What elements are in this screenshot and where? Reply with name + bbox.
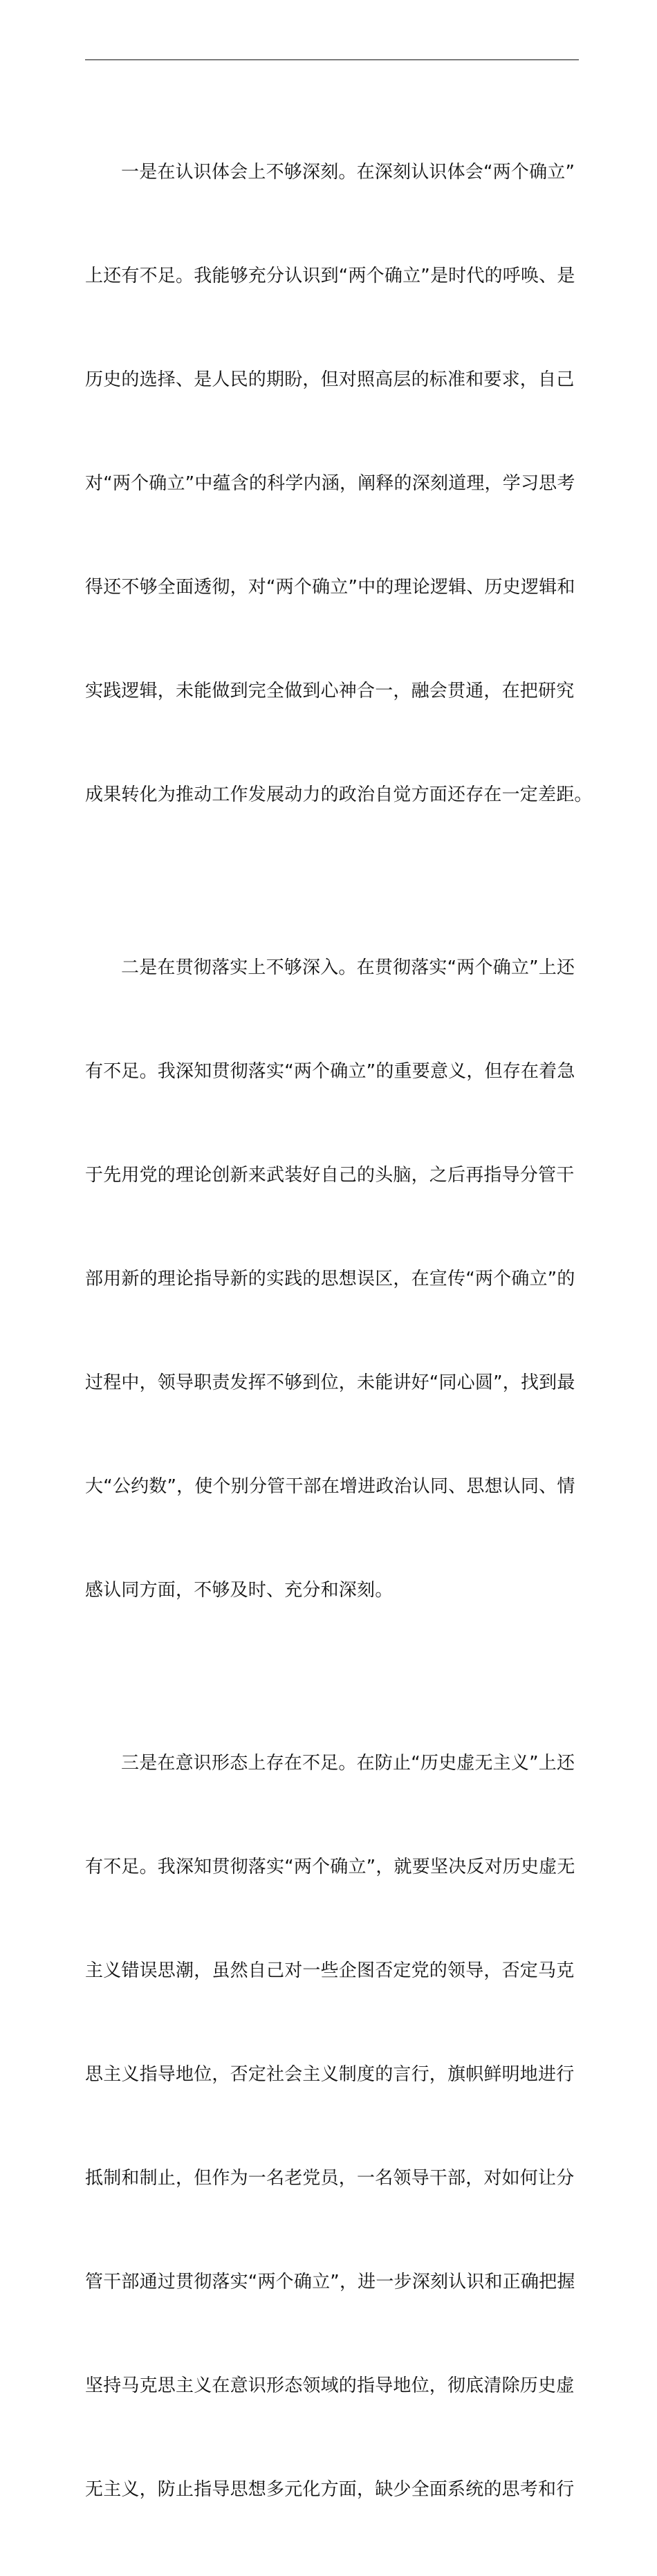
- body-text: [85, 86, 593, 2576]
- paragraph-line: 上还有不足。我能够充分认识到“两个确立”是时代的呼唤、是: [85, 266, 575, 286]
- paragraph-line: 主义错误思潮，虽然自己对一些企图否定党的领导，否定马克: [85, 1960, 575, 1981]
- paragraph-3: [85, 1677, 583, 2576]
- paragraph-line: 管干部通过贯彻落实“两个确立”，进一步深刻认识和正确把握: [85, 2272, 575, 2292]
- paragraph-line: 无主义，防止指导思想多元化方面，缺少全面系统的思考和行: [85, 2479, 575, 2500]
- paragraph-line: 一是在认识体会上不够深刻。在深刻认识体会“两个确立”: [121, 162, 575, 183]
- paragraph-line: 历史的选择、是人民的期盼，但对照高层的标准和要求，自己: [85, 369, 575, 390]
- paragraph-line: 过程中，领导职责发挥不够到位，未能讲好“同心圆”，找到最: [85, 1372, 575, 1393]
- paragraph-line: 思主义指导地位，否定社会主义制度的言行，旗帜鲜明地进行: [85, 2064, 575, 2085]
- paragraph-line: 二是在贯彻落实上不够深入。在贯彻落实“两个确立”上还: [121, 957, 575, 978]
- paragraph-line: 于先用党的理论创新来武装好自己的头脑，之后再指导分管干: [85, 1165, 575, 1186]
- paragraph-line: 有不足。我深知贯彻落实“两个确立”的重要意义，但存在着急: [85, 1061, 575, 1082]
- paragraph-line: 得还不够全面透彻，对“两个确立”中的理论逻辑、历史逻辑和: [85, 577, 575, 598]
- header-rule: [85, 59, 579, 60]
- paragraph-1: [85, 86, 593, 881]
- paragraph-line: 对“两个确立”中蕴含的科学内涵，阐释的深刻道理，学习思考: [85, 473, 575, 494]
- paragraph-line: 成果转化为推动工作发展动力的政治自觉方面还存在一定差距。: [85, 784, 593, 805]
- paragraph-line: 坚持马克思主义在意识形态领域的指导地位，彻底清除历史虚: [85, 2375, 575, 2396]
- paragraph-line: 部用新的理论指导新的实践的思想误区，在宣传“两个确立”的: [85, 1269, 575, 1289]
- paragraph-line: 大“公约数”，使个别分管干部在增进政治认同、思想认同、情: [85, 1476, 575, 1497]
- paragraph-line: 实践逻辑，未能做到完全做到心神合一，融会贯通，在把研究: [85, 681, 575, 701]
- paragraph-line: 抵制和制止，但作为一名老党员，一名领导干部，对如何让分: [85, 2168, 575, 2189]
- paragraph-line: 三是在意识形态上存在不足。在防止“历史虚无主义”上还: [121, 1753, 575, 1774]
- paragraph-line: 有不足。我深知贯彻落实“两个确立”，就要坚决反对历史虚无: [85, 1857, 575, 1877]
- paragraph-line: 感认同方面，不够及时、充分和深刻。: [85, 1580, 394, 1601]
- paragraph-2: [85, 881, 583, 1677]
